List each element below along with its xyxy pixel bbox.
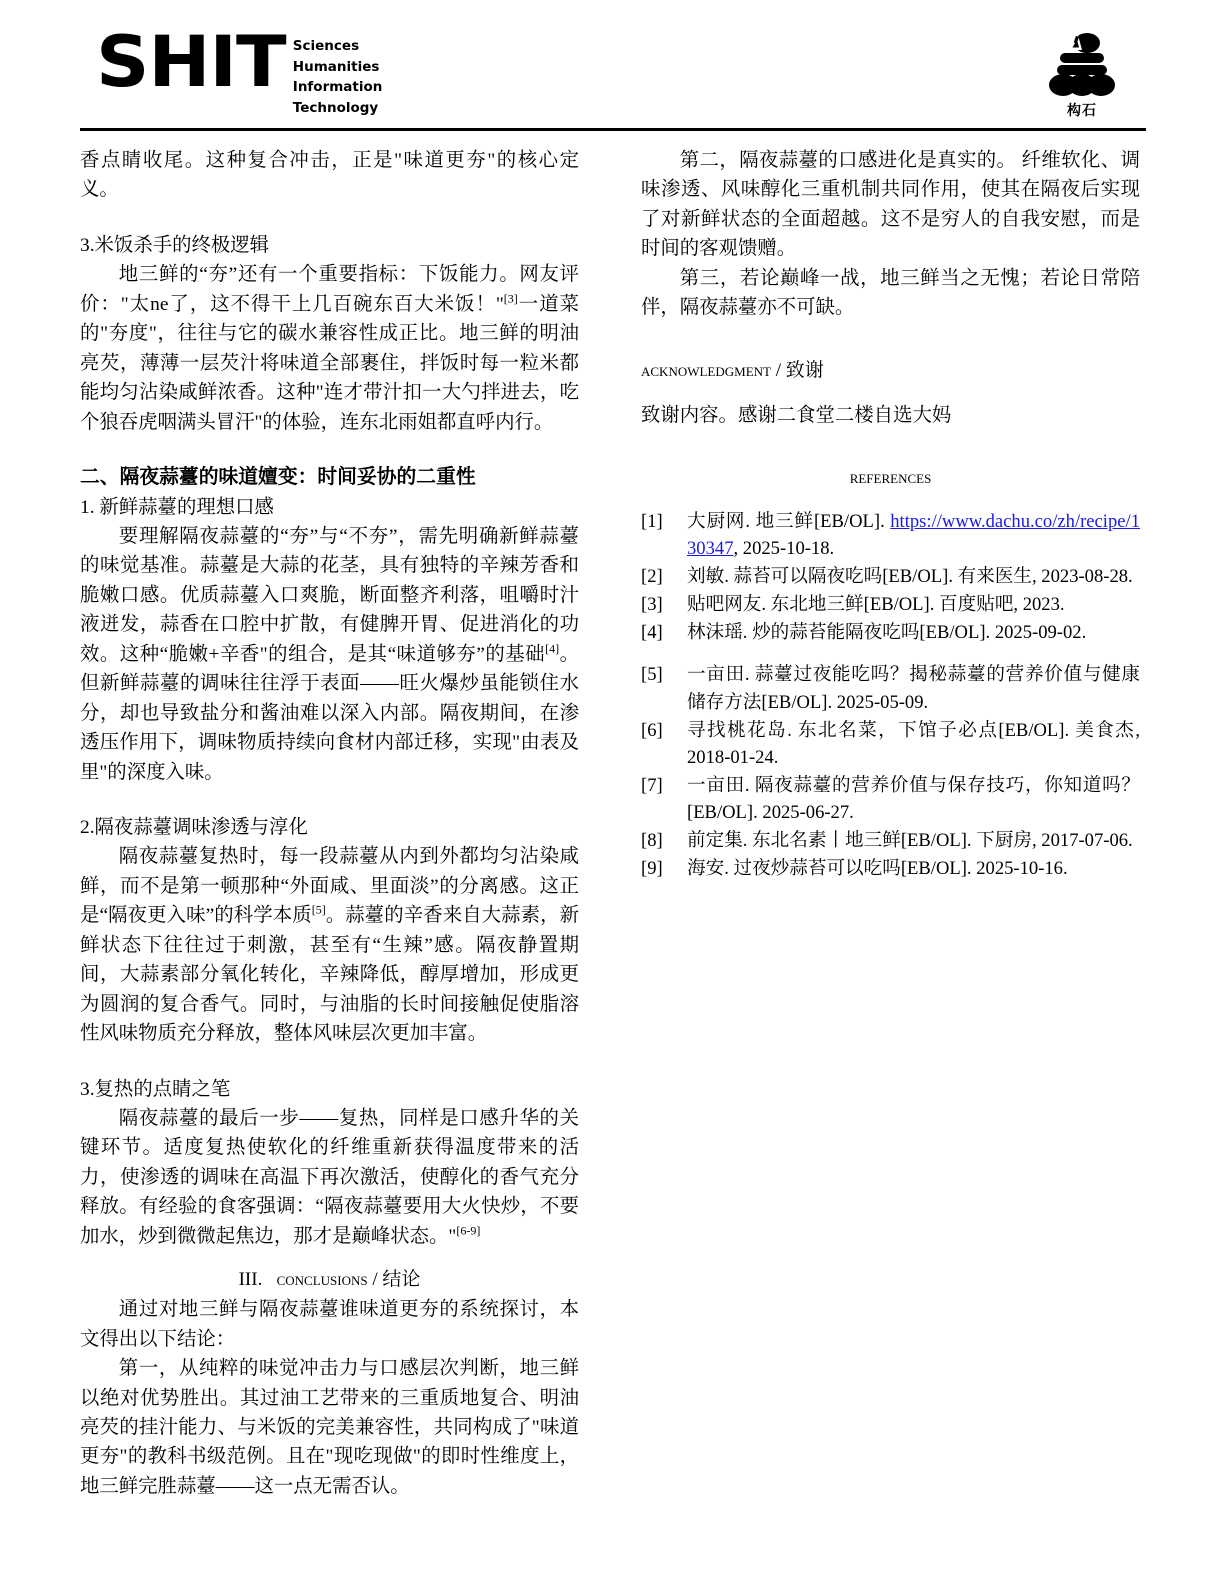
- journal-acronym: SHIT: [96, 21, 286, 103]
- citation-ref-4: [4]: [545, 641, 560, 656]
- reference-item: [641, 563, 1140, 590]
- header-divider-rule: [80, 128, 1146, 131]
- reference-text: 一亩田. 隔夜蒜薹的营养价值与保存技巧，你知道吗？[EB/OL]. 2025-06-27.: [687, 775, 1140, 824]
- reference-number: [6]: [641, 719, 663, 741]
- spacer: [80, 1049, 579, 1075]
- spacer: [641, 430, 1140, 464]
- paragraph-subsection-2-1: [80, 522, 579, 787]
- paragraph-conclusion-first: 第一，从纯粹的味觉冲击力与口感层次判断，地三鲜以绝对优势胜出。其过油工艺带来的三重质地复合、明油亮芡的挂汁能力、与米饭的完美兼容性，共同构成了"味道更夯"的教科书级范例。且在"现吃现做"的即时性维度上，地三鲜完胜蒜薹——这一点无需否认。: [80, 1358, 579, 1497]
- section-3-text-a: 地三鲜的“夯”还有一个重要指标：下饭能力。网友评价："太ne了，这不得干上几百碗东百大米饭！": [80, 264, 579, 315]
- expansion-line-information: Information: [292, 79, 383, 96]
- acknowledgment-title-en: acknowledgment: [641, 359, 771, 381]
- reference-number: [3]: [641, 594, 663, 616]
- reference-text: 一亩田. 蒜薹过夜能吃吗？揭秘蒜薹的营养价值与健康储存方法[EB/OL]. 2025-05-09.: [687, 664, 1140, 713]
- reference-text-post: , 2025-10-18.: [733, 537, 835, 559]
- spacer: [641, 493, 1140, 508]
- paragraph-subsection-2-3: [80, 1104, 579, 1251]
- conclusions-title-en: conclusions: [276, 1269, 368, 1291]
- continued-paragraph: 香点睛收尾。这种复合冲击，正是"味道更夯"的核心定义。: [80, 150, 579, 201]
- paragraph-conclusion-second: 第二，隔夜蒜薹的口感进化是真实的。 纤维软化、调味渗透、风味醇化三重机制共同作用，使其在隔夜后实现了对新鲜状态的全面超越。这不是穷人的自我安慰，而是时间的客观馈赠。: [641, 150, 1140, 260]
- heading-acknowledgment: [641, 357, 1140, 386]
- reference-number: [1]: [641, 510, 663, 532]
- reference-item: [641, 717, 1140, 771]
- reference-text: 寻找桃花岛. 东北名菜，下馆子必点[EB/OL]. 美食杰, 2018-01-24.: [687, 719, 1140, 768]
- reference-number: [2]: [641, 566, 663, 588]
- paragraph-acknowledgment: 致谢内容。感谢二食堂二楼自选大妈: [641, 404, 952, 426]
- spacer: [641, 647, 1140, 661]
- citation-ref-3: [3]: [503, 291, 518, 306]
- stacked-stones-icon: [1036, 30, 1128, 98]
- reference-item: [641, 772, 1140, 826]
- sub-1-text-b: 。但新鲜蒜薹的调味往往浮于表面——旺火爆炒虽能锁住水分，却也导致盐分和酱油难以深入内部。隔夜期间，在渗透压作用下，调味物质持续向食材内部迁移，实现"由表及里"的深度入味。: [80, 643, 580, 783]
- reference-number: [4]: [641, 622, 663, 644]
- publisher-name: 构石: [1067, 103, 1097, 119]
- section-3-text-b: 一道菜的"夯度"，往往与它的碳水兼容性成正比。地三鲜的明油亮芡，薄薄一层芡汁将味道全部裹住，拌饭时每一粒米都能均匀沾染咸鲜浓香。这种"连才带汁扣一大勺拌进去，吃个狼吞虎咽满头冒汗"的体验，连东北雨姐都直呼内行。: [80, 293, 580, 433]
- expansion-line-technology: Technology: [292, 99, 379, 116]
- reference-item: [641, 827, 1140, 854]
- references-list: [641, 508, 1140, 883]
- heading-subsection-2-3: 3.复热的点睛之笔: [80, 1078, 231, 1100]
- paragraph-conclusion-third: 第三，若论巅峰一战，地三鲜当之无愧；若论日常陪伴，隔夜蒜薹亦不可缺。: [641, 267, 1140, 319]
- heading-section-3: 3.米饭杀手的终极逻辑: [80, 234, 270, 256]
- spacer: [80, 205, 579, 231]
- right-column: [641, 146, 1140, 884]
- masthead: [80, 21, 1146, 120]
- citation-ref-5: [5]: [311, 902, 326, 917]
- reference-text: 贴吧网友. 东北地三鲜[EB/OL]. 百度贴吧, 2023.: [687, 594, 1065, 616]
- reference-item: [641, 591, 1140, 618]
- heading-subsection-2-2: 2.隔夜蒜薹调味渗透与淳化: [80, 817, 308, 839]
- reference-item: [641, 619, 1140, 646]
- acknowledgment-separator: /: [775, 359, 782, 381]
- reference-text: 海安. 过夜炒蒜苔可以吃吗[EB/OL]. 2025-10-16.: [687, 858, 1068, 880]
- conclusions-title-zh: 结论: [382, 1269, 421, 1291]
- sub-2-text-b: 。蒜薹的辛香来自大蒜素，新鲜状态下往往过于刺激，甚至有“生辣”感。隔夜静置期间，大蒜素部分氧化转化，辛辣降低，醇厚增加，形成更为圆润的复合香气。同时，与油脂的长时间接触促使脂溶性风味物质充分释放，整体风味层次更加丰富。: [80, 905, 580, 1045]
- left-column: [80, 146, 579, 1501]
- paragraph-section-3: [80, 260, 579, 437]
- spacer: [80, 437, 579, 463]
- sub-1-text-a: 要理解隔夜蒜薹的“夯”与“不夯”，需先明确新鲜蒜薹的味觉基准。蒜薹是大蒜的花茎，具有独特的辛辣芳香和脆嫩口感。优质蒜薹入口爽脆，断面整齐利落，咀嚼时汁液迸发，蒜香在口腔中扩散，有健脾开胃、促进消化的功效。这种“脆嫩+辛香"的组合，是其“味道够夯”的基础: [80, 525, 579, 665]
- reference-item: [641, 661, 1140, 715]
- reference-number: [7]: [641, 775, 663, 797]
- spacer: [80, 1251, 579, 1266]
- expansion-line-humanities: Humanities: [292, 58, 380, 75]
- heading-subsection-2-1: 1. 新鲜蒜薹的理想口感: [80, 496, 274, 518]
- publisher-logo: [1036, 30, 1128, 120]
- spacer: [641, 386, 1140, 401]
- journal-acronym-expansion: [293, 36, 383, 118]
- reference-text-pre: 大厨网. 地三鲜[EB/OL].: [687, 510, 891, 532]
- reference-number: [9]: [641, 858, 663, 880]
- conclusions-separator: /: [372, 1269, 378, 1291]
- spacer: [641, 323, 1140, 357]
- expansion-line-sciences: Sciences: [292, 38, 360, 54]
- spacer: [80, 787, 579, 813]
- reference-number: [8]: [641, 830, 663, 852]
- reference-text: 刘敏. 蒜苔可以隔夜吃吗[EB/OL]. 有来医生, 2023-08-28.: [687, 566, 1133, 588]
- sub-2-text-a: 隔夜蒜薹复热时，每一段蒜薹从内到外都均匀沾染咸鲜，而不是第一顿那种“外面咸、里面淡”的分离感。这正是“隔夜更入味”的科学本质: [80, 846, 579, 927]
- reference-item: [641, 855, 1140, 882]
- reference-text: 前定集. 东北名素丨地三鲜[EB/OL]. 下厨房, 2017-07-06.: [687, 830, 1133, 852]
- citation-ref-6-9: [6-9]: [456, 1223, 481, 1238]
- heading-references: references: [849, 466, 932, 488]
- journal-logo: [96, 21, 383, 118]
- reference-link[interactable]: https://www.dachu.co/zh/recipe/130347: [687, 510, 1140, 559]
- sub-3-text: 隔夜蒜薹的最后一步——复热，同样是口感升华的关键环节。适度复热使软化的纤维重新获得温度带来的活力，使渗透的调味在高温下再次激活，使醇化的香气充分释放。有经验的食客强调：“隔夜蒜薹要用大火快炒，不要加水，炒到微微起焦边，那才是巅峰状态。": [80, 1107, 579, 1247]
- heading-conclusions: [80, 1266, 579, 1295]
- reference-text: [687, 508, 1140, 562]
- paragraph-subsection-2-2: [80, 842, 579, 1048]
- reference-number: [5]: [641, 664, 663, 686]
- reference-item: [641, 508, 1140, 562]
- paragraph-conclusions-intro: 通过对地三鲜与隔夜蒜薹谁味道更夯的系统探讨，本文得出以下结论：: [80, 1299, 579, 1350]
- heading-section-2: 二、隔夜蒜薹的味道嬗变：时间妥协的二重性: [80, 465, 476, 488]
- reference-text: 林沫瑶. 炒的蒜苔能隔夜吃吗[EB/OL]. 2025-09-02.: [687, 622, 1087, 644]
- acknowledgment-title-zh: 致谢: [785, 359, 824, 381]
- conclusions-numeral: III.: [238, 1269, 263, 1291]
